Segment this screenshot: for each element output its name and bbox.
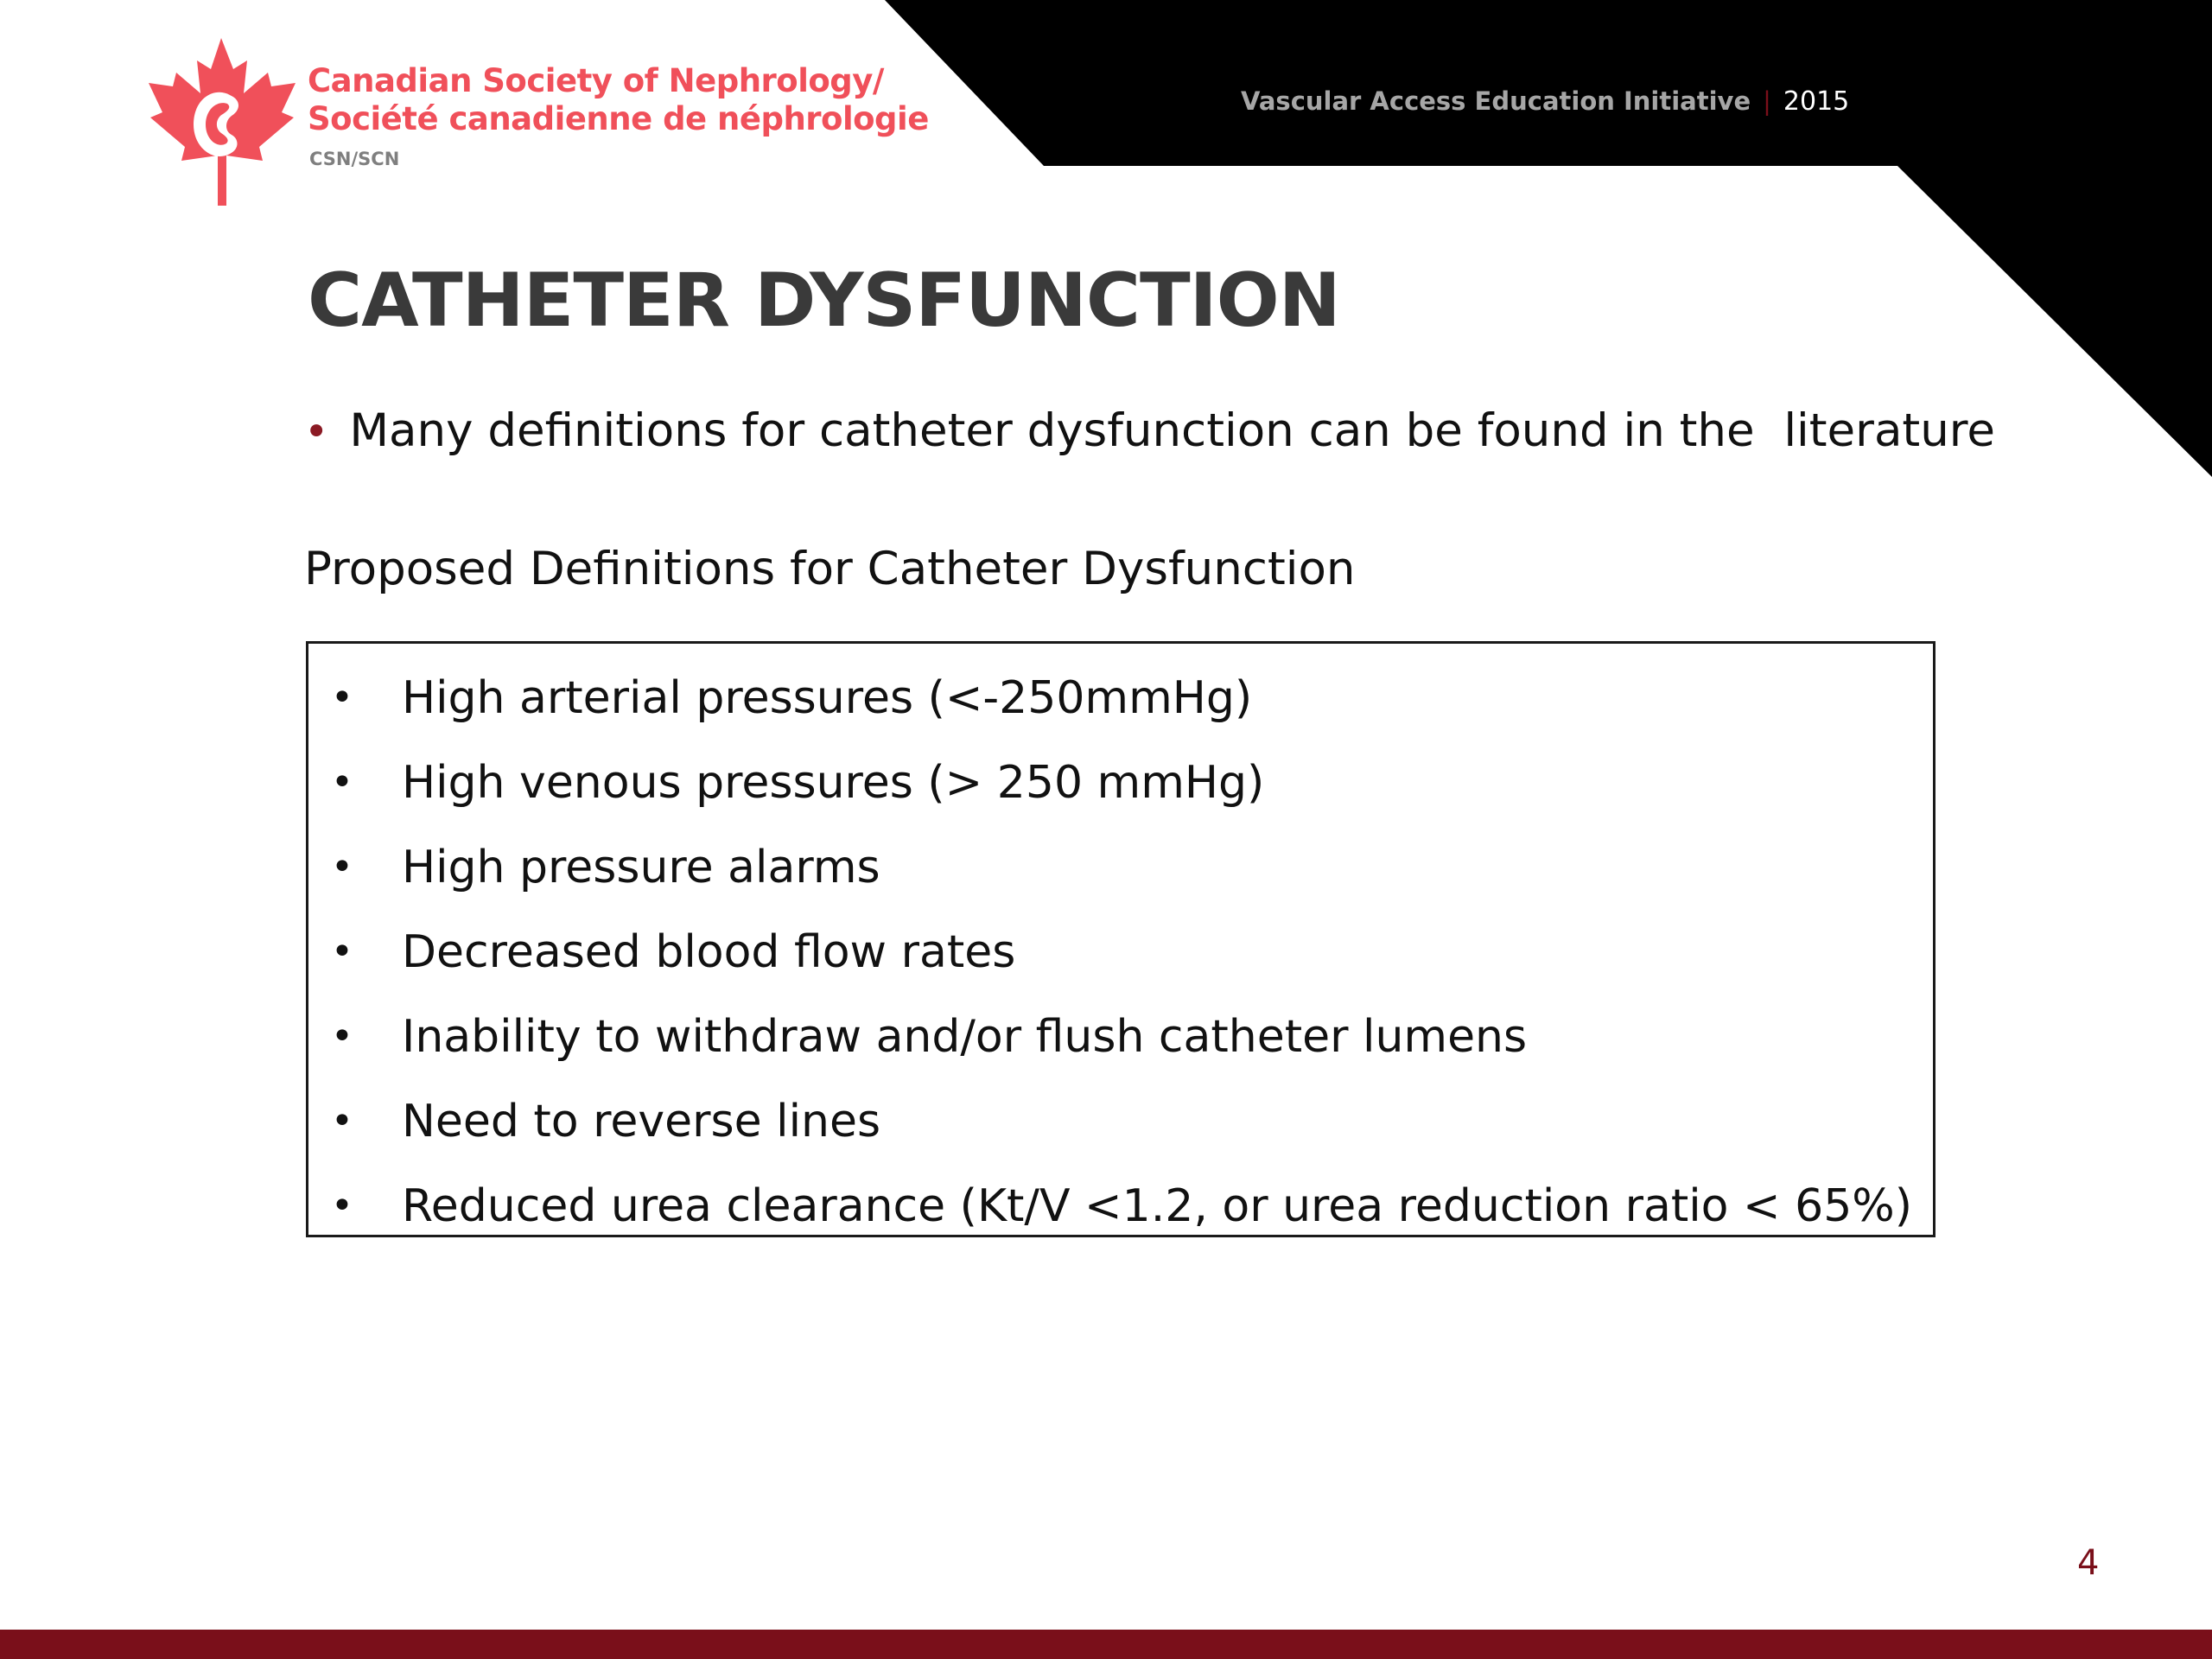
definition-item bbox=[308, 741, 1912, 825]
header-year: 2015 bbox=[1783, 86, 1850, 117]
header-separator: | bbox=[1763, 86, 1771, 116]
bullet-dot: • bbox=[331, 1014, 353, 1058]
bullet-dot: • bbox=[331, 930, 353, 974]
maple-leaf-kidney-icon bbox=[137, 33, 309, 214]
definition-text: Reduced urea clearance (Kt/V <1.2, or urea reduction ratio < 65%) bbox=[402, 1180, 1912, 1232]
slide-title: CATHETER DYSFUNCTION bbox=[308, 257, 1340, 344]
definition-text: Need to reverse lines bbox=[402, 1096, 881, 1147]
org-name-english: Canadian Society of Nephrology/ bbox=[308, 62, 884, 99]
org-abbreviation: CSN/SCN bbox=[309, 149, 400, 169]
definition-text: Inability to withdraw and/or flush catheter lumens bbox=[402, 1011, 1528, 1063]
definition-item bbox=[308, 1164, 1912, 1249]
initiative-name: Vascular Access Education Initiative bbox=[1241, 86, 1751, 116]
definition-text: High arterial pressures (<-250mmHg) bbox=[402, 672, 1253, 724]
definitions-heading: Proposed Definitions for Catheter Dysfunction bbox=[304, 543, 1356, 595]
definition-item bbox=[308, 995, 1912, 1079]
bullet-dot: • bbox=[331, 845, 353, 889]
intro-bullet-point bbox=[304, 404, 1995, 457]
org-name-french: Société canadienne de néphrologie bbox=[308, 100, 929, 137]
definition-item bbox=[308, 656, 1912, 741]
definitions-list bbox=[308, 656, 1912, 1249]
definition-text: High venous pressures (> 250 mmHg) bbox=[402, 757, 1265, 809]
definition-text: Decreased blood flow rates bbox=[402, 926, 1016, 978]
definition-item bbox=[308, 825, 1912, 910]
definition-text: High pressure alarms bbox=[402, 842, 880, 893]
definitions-box bbox=[306, 641, 1936, 1237]
bullet-dot: • bbox=[331, 1099, 353, 1143]
bullet-dot: • bbox=[331, 1184, 353, 1228]
page-number: 4 bbox=[2077, 1543, 2100, 1583]
bullet-dot: • bbox=[331, 760, 353, 804]
definition-item bbox=[308, 910, 1912, 995]
bullet-dot: • bbox=[304, 408, 329, 456]
footer-bar bbox=[0, 1630, 2212, 1659]
definition-item bbox=[308, 1079, 1912, 1164]
intro-text: Many definitions for catheter dysfunction can be found in the literature bbox=[349, 404, 1996, 457]
bullet-dot: • bbox=[331, 676, 353, 720]
header-initiative-line bbox=[1241, 86, 1849, 117]
